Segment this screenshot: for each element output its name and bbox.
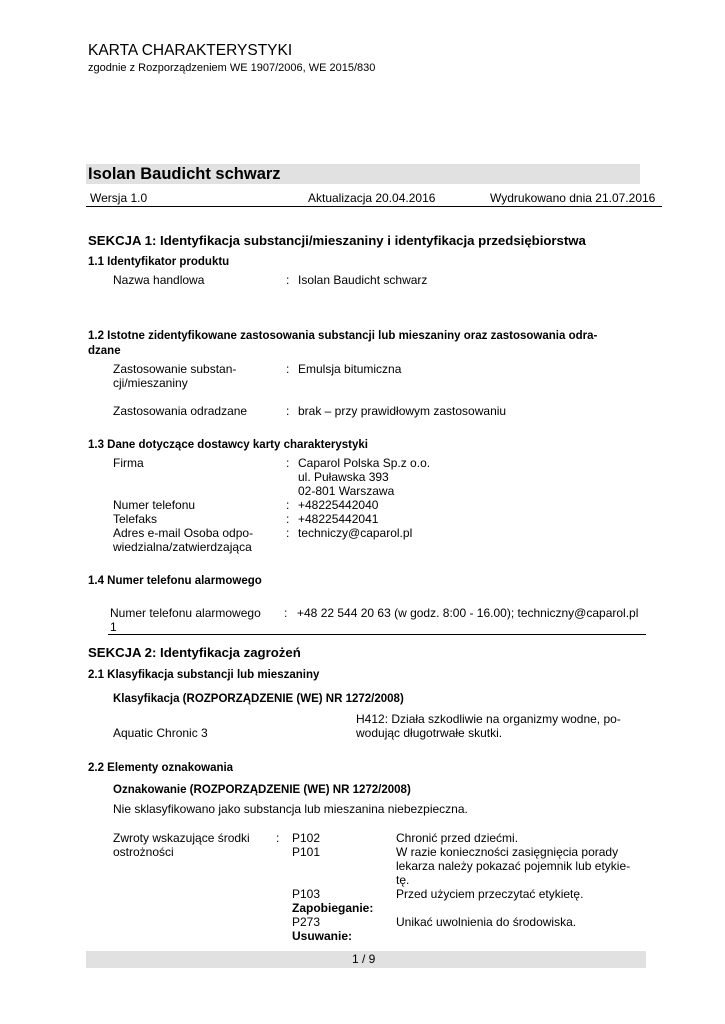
trade-name-label: Nazwa handlowa bbox=[113, 273, 205, 287]
section-1-4-heading: 1.4 Numer telefonu alarmowego bbox=[88, 575, 262, 587]
section-1-heading: SEKCJA 1: Identyfikacja substancji/mieszaniny i identyfikacja przedsiębiorstwa bbox=[88, 233, 586, 248]
colon: : bbox=[286, 362, 290, 376]
colon: : bbox=[286, 273, 290, 287]
p273-code: P273 bbox=[292, 915, 321, 929]
advised-against-value: brak – przy prawidłowym zastosowaniu bbox=[298, 404, 507, 418]
page-number: 1 / 9 bbox=[352, 952, 376, 966]
version: Wersja 1.0 bbox=[90, 191, 148, 205]
p101-text-line2: lekarza należy pokazać pojemnik lub etykie- bbox=[396, 859, 631, 873]
p101-text-line3: tę. bbox=[396, 873, 410, 887]
firm-name: Caparol Polska Sp.z o.o. bbox=[298, 456, 431, 470]
section-2-2-heading: 2.2 Elementy oznakowania bbox=[88, 762, 234, 774]
colon: : bbox=[286, 404, 290, 418]
p273-text: Unikać uwolnienia do środowiska. bbox=[396, 915, 577, 929]
p102-code: P102 bbox=[292, 831, 321, 845]
firm-label: Firma bbox=[113, 456, 144, 470]
section-2-1-heading: 2.1 Klasyfikacja substancji lub mieszaniny bbox=[88, 669, 320, 681]
document-title: KARTA CHARAKTERYSTYKI bbox=[88, 42, 293, 59]
email-label-line2: wiedzialna/zatwierdzająca bbox=[113, 540, 252, 554]
advised-against-label: Zastosowania odradzane bbox=[113, 404, 248, 418]
classification-name: Aquatic Chronic 3 bbox=[113, 726, 208, 740]
firm-street: ul. Puławska 393 bbox=[298, 470, 389, 484]
section-1-2-heading-line1: 1.2 Istotne zidentyfikowane zastosowania substancji lub mieszaniny oraz zastosowania odra- bbox=[88, 330, 598, 342]
emergency-label-line1: Numer telefonu alarmowego bbox=[110, 606, 261, 620]
p102-text: Chronić przed dziećmi. bbox=[396, 831, 519, 845]
update-date: Aktualizacja 20.04.2016 bbox=[308, 191, 436, 205]
p101-code: P101 bbox=[292, 845, 321, 859]
p103-text: Przed użyciem przeczytać etykietę. bbox=[396, 887, 584, 901]
colon: : bbox=[276, 831, 280, 845]
fax-label: Telefaks bbox=[113, 512, 158, 526]
labelling-heading: Oznakowanie (ROZPORZĄDZENIE (WE) NR 1272/2008) bbox=[113, 784, 411, 796]
hazard-line1: H412: Działa szkodliwie na organizmy wodne, po- bbox=[356, 712, 621, 726]
product-name: Isolan Baudicht schwarz bbox=[88, 165, 281, 183]
section-1-3-heading: 1.3 Dane dotyczące dostawcy karty charakterystyki bbox=[88, 439, 368, 451]
p103-code: P103 bbox=[292, 887, 321, 901]
divider bbox=[86, 206, 662, 207]
section-1-1-heading: 1.1 Identyfikator produktu bbox=[88, 256, 230, 268]
section-2-heading: SEKCJA 2: Identyfikacja zagrożeń bbox=[88, 645, 301, 660]
trade-name-value: Isolan Baudicht schwarz bbox=[298, 273, 428, 287]
hazard-line2: wodując długotrwałe skutki. bbox=[356, 726, 503, 740]
use-label-line1: Zastosowanie substan- bbox=[113, 362, 237, 376]
colon: : bbox=[284, 606, 288, 620]
precaution-label-line2: ostrożności bbox=[113, 845, 174, 859]
disposal-label: Usuwanie: bbox=[292, 929, 353, 943]
print-date: Wydrukowano dnia 21.07.2016 bbox=[490, 191, 656, 205]
firm-city: 02-801 Warszawa bbox=[298, 484, 395, 498]
classification-heading: Klasyfikacja (ROZPORZĄDZENIE (WE) NR 1272/2008) bbox=[113, 693, 404, 705]
p101-text-line1: W razie konieczności zasięgnięcia porady bbox=[396, 845, 619, 859]
colon: : bbox=[286, 498, 290, 512]
emergency-label-line2: 1 bbox=[110, 620, 117, 634]
not-classified-note: Nie sklasyfikowano jako substancja lub mieszanina niebezpieczna. bbox=[113, 802, 468, 816]
email-value[interactable]: techniczy@caparol.pl bbox=[298, 526, 413, 540]
use-label-line2: cji/mieszaniny bbox=[113, 376, 188, 390]
section-1-2-heading-line2: dzane bbox=[88, 345, 121, 357]
emergency-value: +48 22 544 20 63 (w godz. 8:00 - 16.00); techniczny@caparol.pl bbox=[297, 606, 639, 620]
divider bbox=[108, 634, 646, 635]
colon: : bbox=[286, 512, 290, 526]
email-label-line1: Adres e-mail Osoba odpo- bbox=[113, 526, 254, 540]
prevention-label: Zapobieganie: bbox=[292, 901, 374, 915]
colon: : bbox=[286, 456, 290, 470]
phone-value: +48225442040 bbox=[298, 498, 379, 512]
phone-label: Numer telefonu bbox=[113, 498, 196, 512]
precaution-label-line1: Zwroty wskazujące środki bbox=[113, 831, 250, 845]
use-value: Emulsja bitumiczna bbox=[298, 362, 402, 376]
fax-value: +48225442041 bbox=[298, 512, 379, 526]
colon: : bbox=[286, 526, 290, 540]
document-subtitle: zgodnie z Rozporządzeniem WE 1907/2006, WE 2015/830 bbox=[88, 62, 376, 74]
